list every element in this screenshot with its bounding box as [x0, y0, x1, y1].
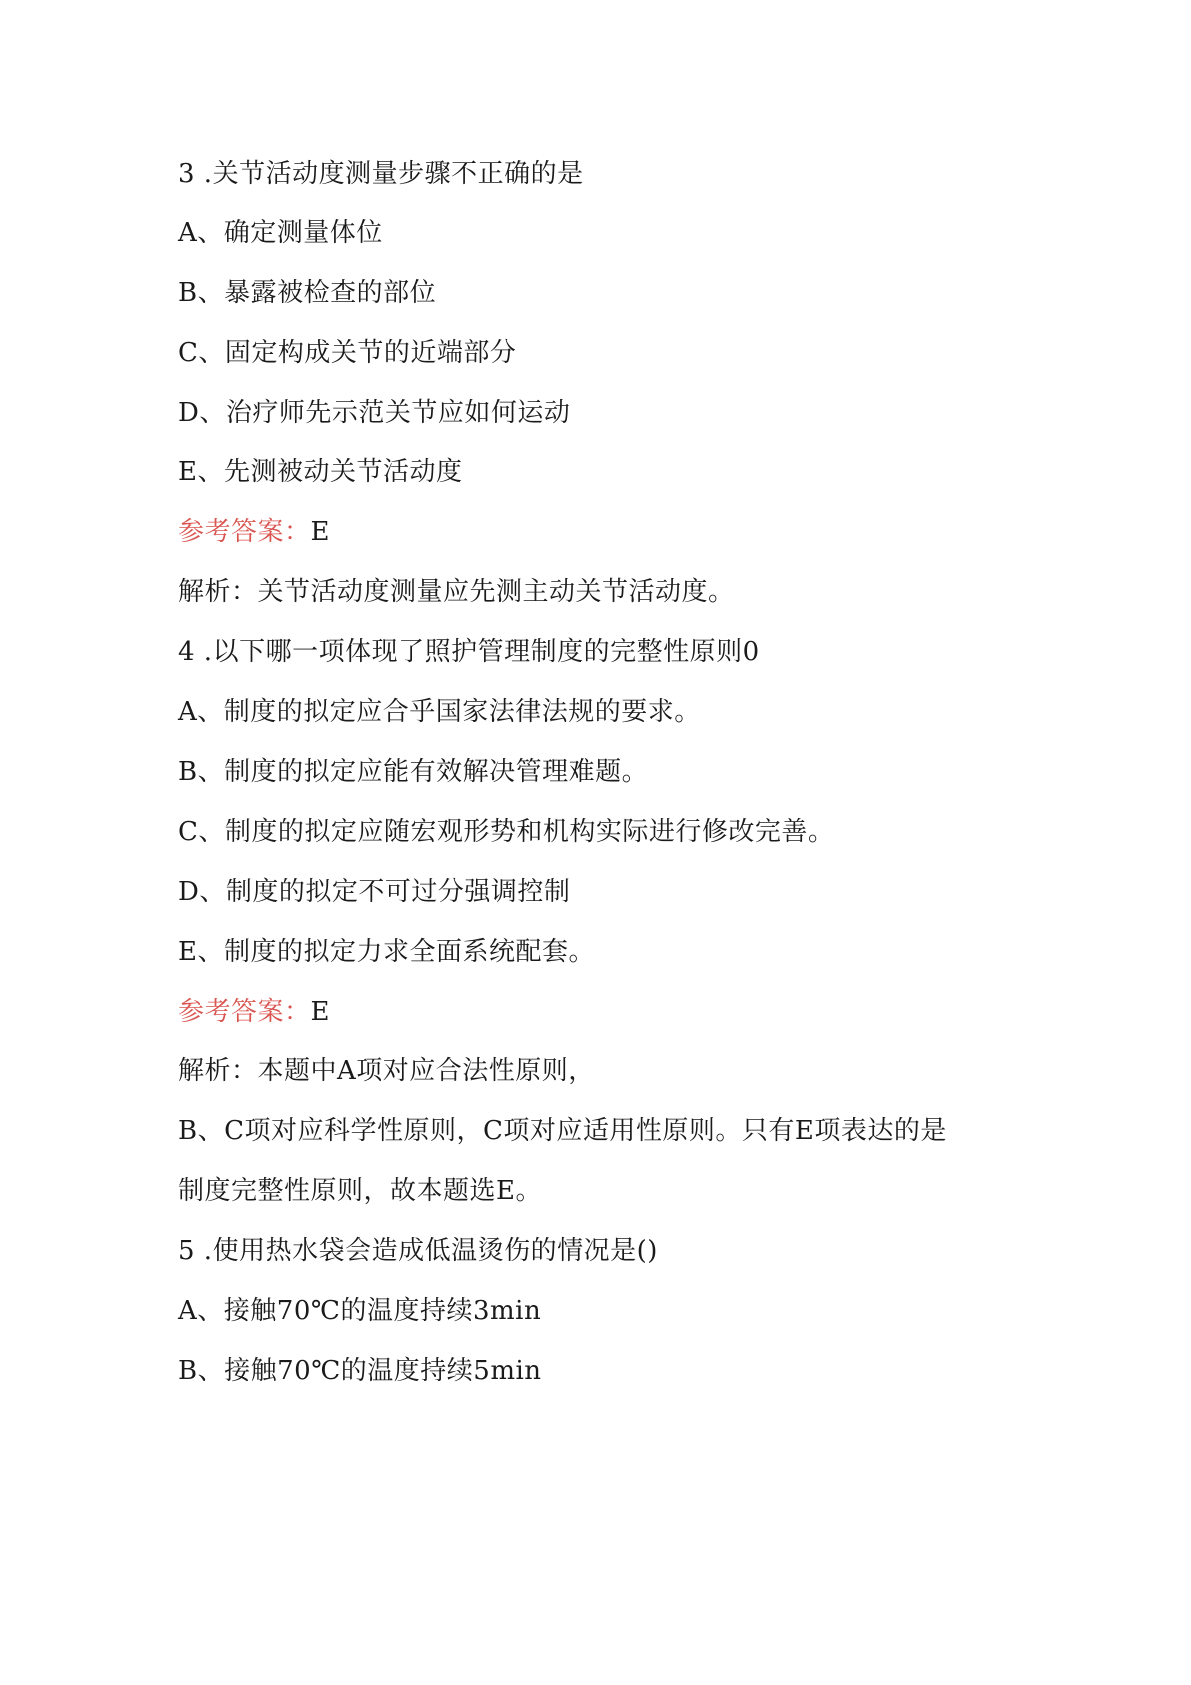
option-a: A、接触70℃的温度持续3min	[178, 1296, 542, 1326]
answer-label: 参考答案：	[178, 997, 311, 1027]
analysis-line: 解析：关节活动度测量应先测主动关节活动度。	[178, 577, 735, 607]
option-d: D、治疗师先示范关节应如何运动	[178, 398, 571, 428]
reference-answer	[178, 515, 330, 549]
option-c: C、固定构成关节的近端部分	[178, 338, 517, 368]
question-stem: 5 .使用热水袋会造成低温烫伤的情况是()	[178, 1236, 658, 1266]
option-b: B、制度的拟定应能有效解决管理难题。	[178, 757, 649, 787]
answer-label: 参考答案：	[178, 517, 311, 547]
analysis-line: B、C项对应科学性原则，C项对应适用性原则。只有E项表达的是	[178, 1116, 947, 1146]
option-e: E、先测被动关节活动度	[178, 457, 463, 487]
option-d: D、制度的拟定不可过分强调控制	[178, 877, 571, 907]
option-a: A、制度的拟定应合乎国家法律法规的要求。	[178, 697, 701, 727]
answer-value: E	[310, 517, 330, 547]
option-a: A、确定测量体位	[178, 218, 383, 248]
option-e: E、制度的拟定力求全面系统配套。	[178, 937, 595, 967]
question-stem: 3 .关节活动度测量步骤不正确的是	[178, 159, 584, 189]
question-stem: 4 .以下哪一项体现了照护管理制度的完整性原则0	[178, 637, 760, 667]
answer-value: E	[310, 997, 330, 1027]
analysis-line: 制度完整性原则，故本题选E。	[178, 1176, 542, 1206]
option-b: B、暴露被检查的部位	[178, 278, 437, 308]
option-c: C、制度的拟定应随宏观形势和机构实际进行修改完善。	[178, 817, 835, 847]
reference-answer	[178, 995, 330, 1029]
option-b: B、接触70℃的温度持续5min	[178, 1356, 542, 1386]
analysis-line: 解析：本题中A项对应合法性原则，	[178, 1056, 595, 1086]
